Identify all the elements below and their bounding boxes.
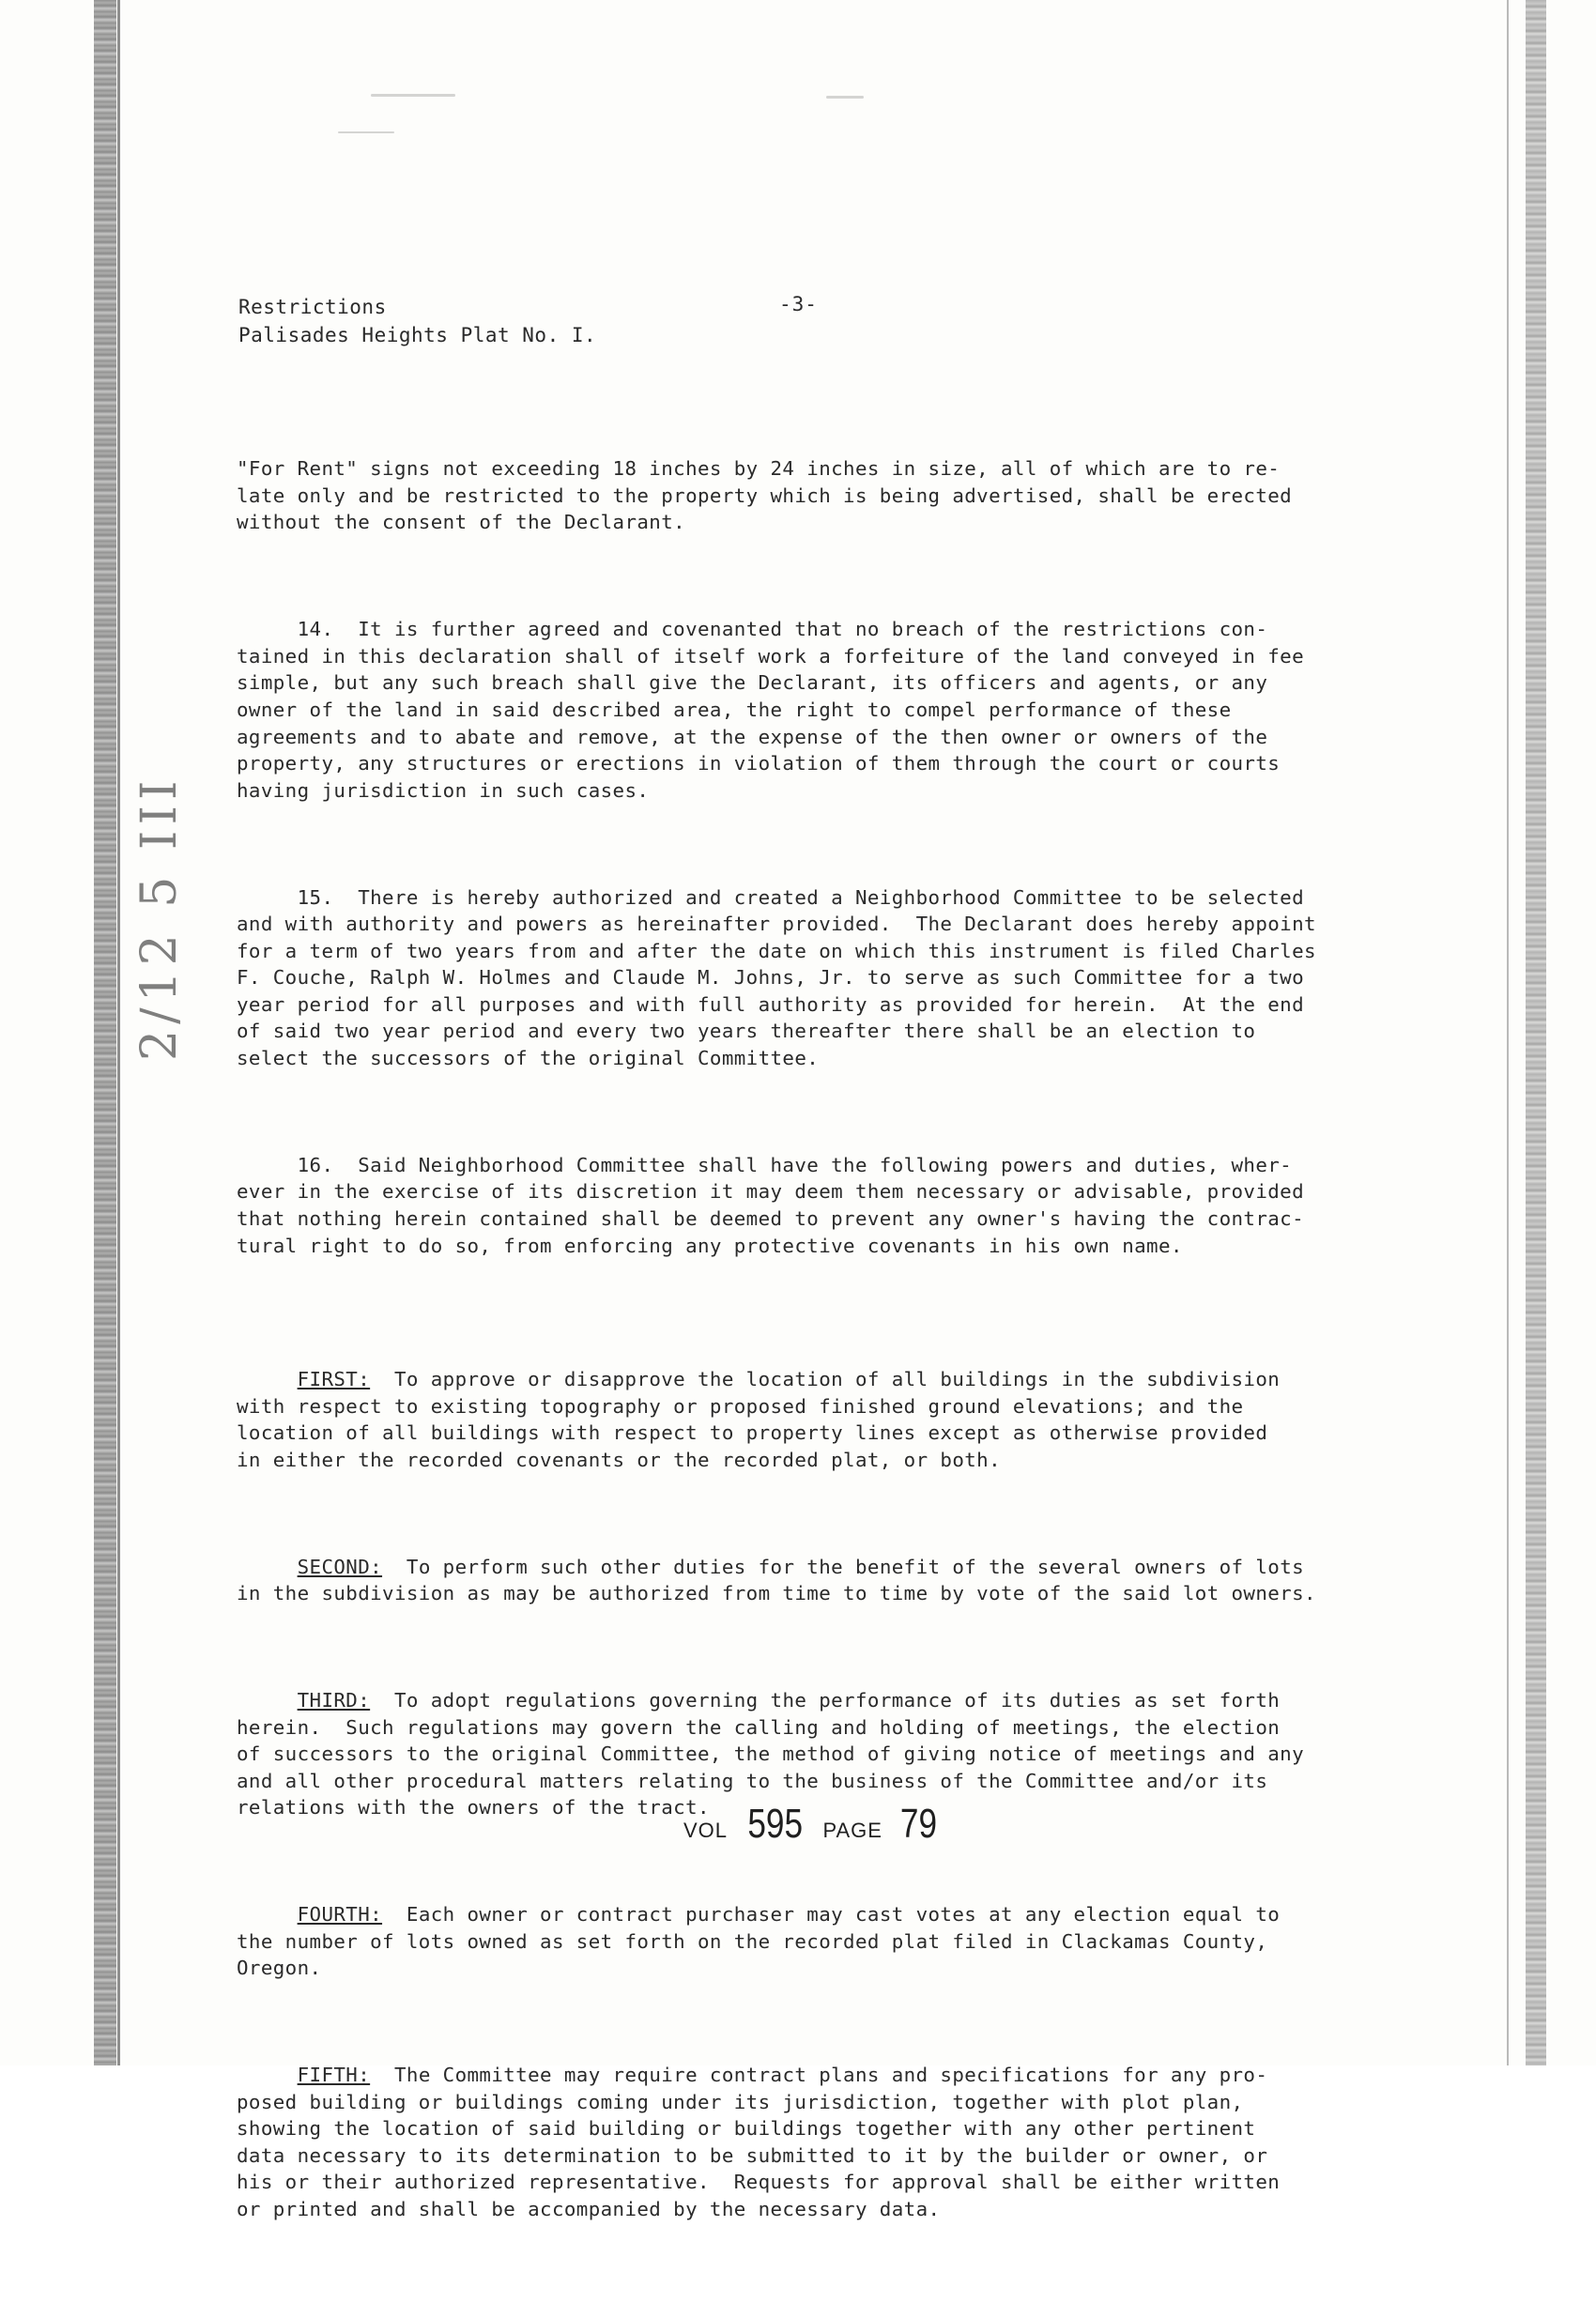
stamp-page-number: 79 <box>899 1801 938 1847</box>
duty-text: To approve or disapprove the location of all buildings in the subdivision with respect to existing topography or proposed finished ground elevations; and the location of all buildings with respect to property lines except as otherwise provided in either the recorded covenants or the recorded plat, or both. <box>237 1368 1281 1471</box>
duty-label: SECOND: <box>297 1555 383 1578</box>
scan-edge-line-right <box>1507 0 1509 2065</box>
scan-artifact <box>371 94 455 97</box>
duty-label: FOURTH: <box>297 1903 383 1927</box>
duty-text: To adopt regulations governing the performance of its duties as set forth herein. Such regulations may govern the calling and holding of meetings, the election of successors to the original Committee, the method of giving notice of meetings and any and all other procedural matters relating to the business of the Committee and/or its relations with the owners of the tract. <box>237 1688 1305 1819</box>
duty-first <box>237 1366 1448 1473</box>
document-body <box>237 402 1448 2303</box>
duty-second <box>237 1554 1448 1607</box>
paragraph-15: 15. There is hereby authorized and created a Neighborhood Committee to be selected and with authority and powers as hereinafter provided. The Declarant does hereby appoint for a term of two years from and after the date on which this instrument is filed Charles F. Couche, Ralph W. Holmes and Claude M. Johns, Jr. to serve as such Committee for a two year period for all purposes and with full authority as provided for herein. At the end of said two year period and every two years thereafter there shall be an election to select the successors of the original Committee. <box>237 885 1316 1070</box>
duty-fourth <box>237 1901 1448 1982</box>
stamp-page-label: PAGE <box>822 1819 882 1842</box>
duty-fifth <box>237 2062 1448 2223</box>
scan-artifact <box>338 131 394 133</box>
scan-edge-line-left <box>117 0 120 2065</box>
paragraph-14: 14. It is further agreed and covenanted that no breach of the restrictions con- tained in this declaration shall of itself work a forfeiture of the land conveyed in fee simple, but any such breach shall give the Declarant, its officers and agents, or any owner of the land in said described area, the right to compel performance of these agreements and to abate and remove, at the expense of the then owner or owners of the property, any structures or erections in violation of them through the court or courts having jurisdiction in such cases. <box>237 618 1305 802</box>
stamp-vol-number: 595 <box>747 1801 804 1847</box>
duty-label: THIRD: <box>297 1688 371 1712</box>
header-subtitle: Palisades Heights Plat No. I. <box>238 324 597 346</box>
duty-text: Each owner or contract purchaser may cast votes at any election equal to the number of lots owned as set forth on the recorded plat filed in Clackamas County, Oregon. <box>237 1903 1281 1980</box>
stamp-vol-label: VOL <box>683 1819 729 1842</box>
scan-artifact <box>826 96 864 99</box>
scan-binding-edge-left <box>94 0 116 2065</box>
page-number: -3- <box>779 293 818 315</box>
duty-label: FIFTH: <box>297 2064 371 2087</box>
paragraph-16: 16. Said Neighborhood Committee shall have the following powers and duties, wher- ever in the exercise of its discretion it may deem them necessary or advisable, provided that nothing herein contained shall be deemed to prevent any owner's having the contrac- tural right to do so, from enforcing any protective covenants in his own name. <box>237 1153 1305 1257</box>
duty-text: To perform such other duties for the benefit of the several owners of lots in the subdivision as may be authorized from time to time by vote of the said lot owners. <box>237 1555 1316 1605</box>
duty-label: FIRST: <box>297 1368 371 1390</box>
header-title: Restrictions <box>238 296 387 318</box>
document-header <box>238 293 596 349</box>
duty-text: The Committee may require contract plans and specifications for any pro- posed building or buildings coming under its jurisdiction, together with plot plan, showing the location of said building or buildings together with any other pertinent data necessary to its determination to be submitted to it by the builder or owner, or his or their authorized representative. Requests for approval shall be either written or printed and shall be accompanied by the necessary data. <box>237 2064 1281 2221</box>
handwritten-margin-note: 2/12 5 III <box>131 775 188 1061</box>
paragraph-continued: "For Rent" signs not exceeding 18 inches by 24 inches in size, all of which are to re- late only and be restricted to the property which is being advertised, shall be erected without the consent of the Declarant. <box>237 457 1293 534</box>
recording-stamp <box>683 1801 942 1848</box>
scan-binding-edge-right <box>1526 0 1546 2065</box>
